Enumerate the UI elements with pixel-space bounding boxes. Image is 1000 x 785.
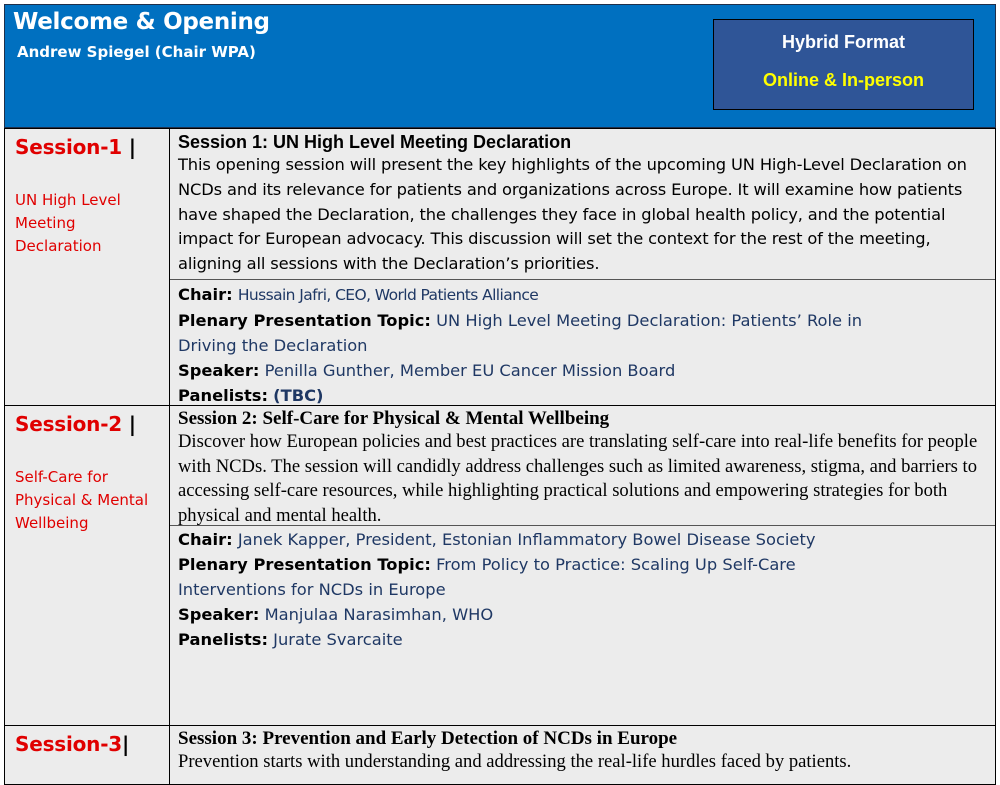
agenda-header xyxy=(4,4,996,128)
chair-label: Chair: xyxy=(178,285,233,304)
chair-label: Chair: xyxy=(178,530,233,549)
topic-value-continued: Driving the Declaration xyxy=(178,336,368,355)
speaker-line xyxy=(178,358,989,383)
panelists-label: Panelists: xyxy=(178,386,268,405)
session-content-cell xyxy=(170,406,995,726)
session-description: Prevention starts with understanding and addressing the real-life hurdles faced by patients. xyxy=(178,751,852,772)
topic-label: Plenary Presentation Topic: xyxy=(178,311,431,330)
session-label-cell xyxy=(5,406,170,726)
chair-line xyxy=(178,527,989,552)
speaker-line xyxy=(178,602,989,627)
session-description-block xyxy=(170,406,995,528)
session-separator: | xyxy=(122,412,136,436)
topic-value-continued: Interventions for NCDs in Europe xyxy=(178,580,446,599)
session-name xyxy=(15,732,129,756)
session-name-text: Session-2 xyxy=(15,412,123,436)
session-description-block xyxy=(170,129,995,277)
speaker-label: Speaker: xyxy=(178,605,260,624)
session-separator: | xyxy=(122,732,130,756)
session-name xyxy=(15,135,136,159)
session-title: Session 2: Self-Care for Physical & Mental Wellbeing xyxy=(178,408,610,429)
chair-value: Janek Kapper, President, Estonian Inflammatory Bowel Disease Society xyxy=(237,530,816,549)
panelists-value: Jurate Svarcaite xyxy=(273,630,403,649)
session-topic: UN High Level Meeting Declaration xyxy=(15,191,121,255)
panelists-label: Panelists: xyxy=(178,630,268,649)
speaker-value: Penilla Gunther, Member EU Cancer Mission Board xyxy=(264,361,676,380)
session-content-cell xyxy=(170,726,995,784)
format-box xyxy=(713,19,974,110)
session-row-3 xyxy=(4,725,996,785)
session-description: This opening session will present the key highlights of the upcoming UN High-Level Declaration on NCDs and its relevance for patients and organizations across Europe. It will examine how patients have shaped the Declaration, the challenges they face in global health policy, and the potential impact for European advocacy. This discussion will set the context for the rest of the meeting, aligning all sessions with the Declaration’s priorities. xyxy=(178,155,967,274)
session-name-text: Session-3 xyxy=(15,732,123,756)
topic-label: Plenary Presentation Topic: xyxy=(178,555,431,574)
session-details xyxy=(178,527,989,652)
session-topic: Self-Care for Physical & Mental Wellbeing xyxy=(15,468,149,532)
session-row-1 xyxy=(4,128,996,407)
session-label-cell xyxy=(5,129,170,406)
topic-value: UN High Level Meeting Declaration: Patients’ Role in xyxy=(436,311,863,330)
session-description: Discover how European policies and best practices are translating self-care into real-life benefits for people with NCDs. The session will candidly address challenges such as limited awareness, stigma, and barriers to accessing self-care resources, while highlighting practical solutions and empowering strategies for both physical and mental health. xyxy=(178,431,978,526)
topic-value: From Policy to Practice: Scaling Up Self-Care xyxy=(436,555,796,574)
session-title: Session 3: Prevention and Early Detection of NCDs in Europe xyxy=(178,728,678,749)
chair-value: Hussain Jafri, CEO, World Patients Alliance xyxy=(237,286,539,304)
section-divider xyxy=(170,525,995,526)
topic-line xyxy=(178,552,989,577)
speaker-label: Speaker: xyxy=(178,361,260,380)
chair-line xyxy=(178,282,989,308)
header-subtitle: Andrew Spiegel (Chair WPA) xyxy=(17,43,256,61)
session-title: Session 1: UN High Level Meeting Declaration xyxy=(178,132,572,152)
session-details xyxy=(178,282,989,408)
panelists-line xyxy=(178,627,989,652)
session-separator: | xyxy=(122,135,136,159)
format-label: Hybrid Format xyxy=(781,32,905,52)
session-label-cell xyxy=(5,726,170,784)
section-divider xyxy=(170,279,995,280)
session-name xyxy=(15,412,136,436)
session-content-cell xyxy=(170,129,995,406)
session-description-block xyxy=(170,726,995,775)
session-name-text: Session-1 xyxy=(15,135,123,159)
topic-line xyxy=(178,308,989,333)
session-row-2 xyxy=(4,405,996,727)
panelists-value: (TBC) xyxy=(273,386,324,405)
header-title: Welcome & Opening xyxy=(13,9,270,35)
speaker-value: Manjulaa Narasimhan, WHO xyxy=(264,605,494,624)
format-value: Online & In-person xyxy=(762,70,924,90)
